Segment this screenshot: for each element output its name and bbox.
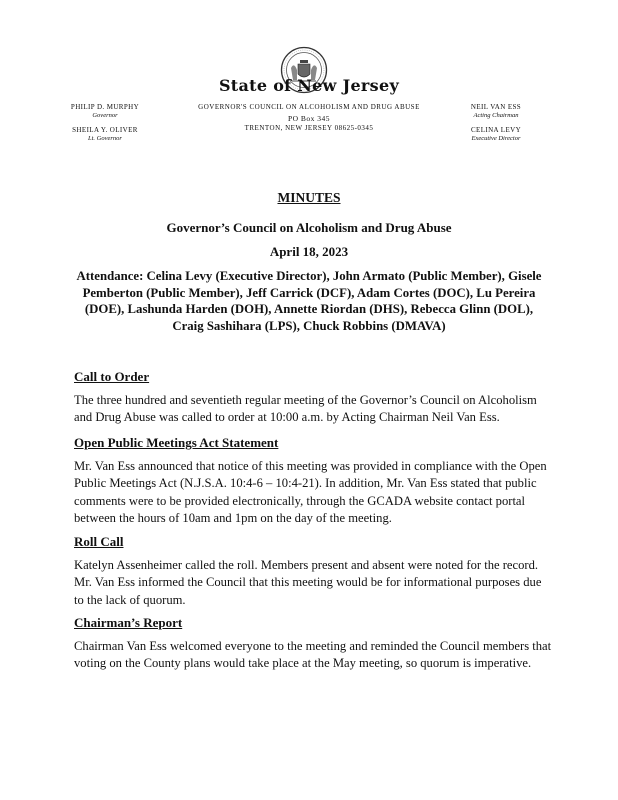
section-body-opma: Mr. Van Ess announced that notice of this meeting was provided in compliance with the Open Public Meetings Act (N.J.S.A. 10:4-6 – 10:4-21). In addition, Mr. Van Ess stated that public comments were to be provided electronically, through the GCADA website contact portal between the hours of 10am and 1pm on the day of the meeting. [74, 459, 547, 525]
section-body-roll-call: Katelyn Assenheimer called the roll. Members present and absent were noted for the record. Mr. Van Ess informed the Council that this meeting would be for informational purposes due to the lack of quorum. [74, 558, 542, 607]
section-heading-roll-call: Roll Call [74, 534, 124, 549]
section-body-call-to-order: The three hundred and seventieth regular meeting of the Governor’s Council on Alcoholism and Drug Abuse was called to order at 10:00 a.m. by Acting Chairman Neil Van Ess. [74, 393, 537, 425]
official-acting-chairman [436, 103, 556, 119]
official-governor [45, 103, 165, 119]
agency-name: GOVERNOR'S COUNCIL ON ALCOHOLISM AND DRUG ABUSE [198, 103, 420, 111]
official-name: NEIL VAN ESS [470, 103, 522, 111]
attendance-list: Attendance: Celina Levy (Executive Director), John Armato (Public Member), Gisele Pemberton (Public Member), Jeff Carrick (DCF), Adam Cortes (DOC), Lu Pereira (DOE), Lashunda Harden (DOH), Annette Riordan (DHS), Rebecca Glinn (DOL), Craig Sashihara (LPS), Chuck Robbins (DMAVA) [76, 269, 542, 333]
official-name: SHEILA Y. OLIVER [72, 126, 138, 134]
agency-city: TRENTON, NEW JERSEY 08625-0345 [244, 124, 374, 132]
official-role: Governor [92, 112, 118, 119]
section-body-chairmans-report: Chairman Van Ess welcomed everyone to the meeting and reminded the Council members that voting on the County plans would take place at the May meeting, so quorum is imperative. [74, 639, 552, 671]
official-name: CELINA LEVY [470, 126, 522, 134]
agency-po-box: PO Box 345 [287, 114, 331, 123]
official-name: PHILIP D. MURPHY [70, 103, 140, 111]
official-role: Acting Chairman [473, 112, 519, 119]
official-role: Executive Director [471, 135, 521, 142]
section-heading-call-to-order: Call to Order [74, 369, 150, 384]
official-lt-governor [45, 126, 165, 142]
section-heading-chairmans-report: Chairman’s Report [74, 615, 183, 630]
council-name: Governor’s Council on Alcoholism and Drug Abuse [166, 220, 452, 235]
official-executive-director [436, 126, 556, 142]
document-title: MINUTES [277, 190, 341, 205]
official-role: Lt. Governor [88, 135, 122, 142]
section-heading-opma: Open Public Meetings Act Statement [74, 435, 279, 450]
meeting-date: April 18, 2023 [269, 244, 349, 259]
state-title: State of New Jersey [218, 76, 400, 95]
